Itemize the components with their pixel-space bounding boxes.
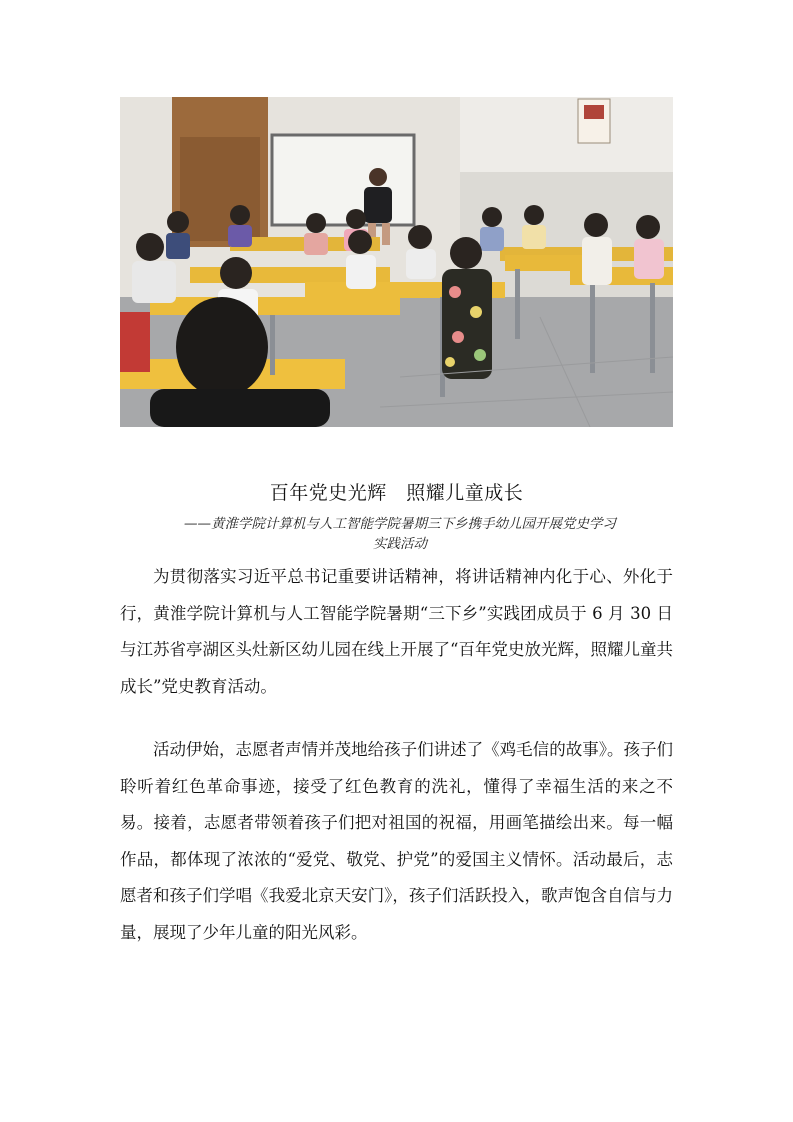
paragraph-activity: 活动伊始，志愿者声情并茂地给孩子们讲述了《鸡毛信的故事》。孩子们聆听着红色革命事迹，接受了红色教育的洗礼，懂得了幸福生活的来之不易。接着，志愿者带领着孩子们把对祖国的祝福，用画笔描绘出来。每一幅作品，都体现了浓浓的“爱党、敬党、护党”的爱国主义情怀。活动最后，志愿者和孩子们学唱《我爱北京天安门》，孩子们活跃投入，歌声饱含自信与力量，展现了少年儿童的阳光风彩。 [120, 740, 673, 942]
article-title: 百年党史光辉 照耀儿童成长 [269, 482, 524, 504]
article-subtitle [140, 514, 660, 554]
subtitle-line: ——黄淮学院计算机与人工智能学院暑期三下乡携手幼儿园开展党史学习 [184, 516, 616, 532]
subtitle-line: 实践活动 [373, 536, 427, 552]
classroom-photo [120, 97, 673, 427]
classroom-illustration [120, 97, 673, 427]
paragraph-intro: 为贯彻落实习近平总书记重要讲话精神，将讲话精神内化于心、外化于行，黄淮学院计算机与人工智能学院暑期“三下乡”实践团成员于 6 月 30 日与江苏省亭湖区头灶新区幼儿园在线上开展了“百年党史放光辉，照耀儿童共成长”党史教育活动。 [120, 567, 673, 696]
